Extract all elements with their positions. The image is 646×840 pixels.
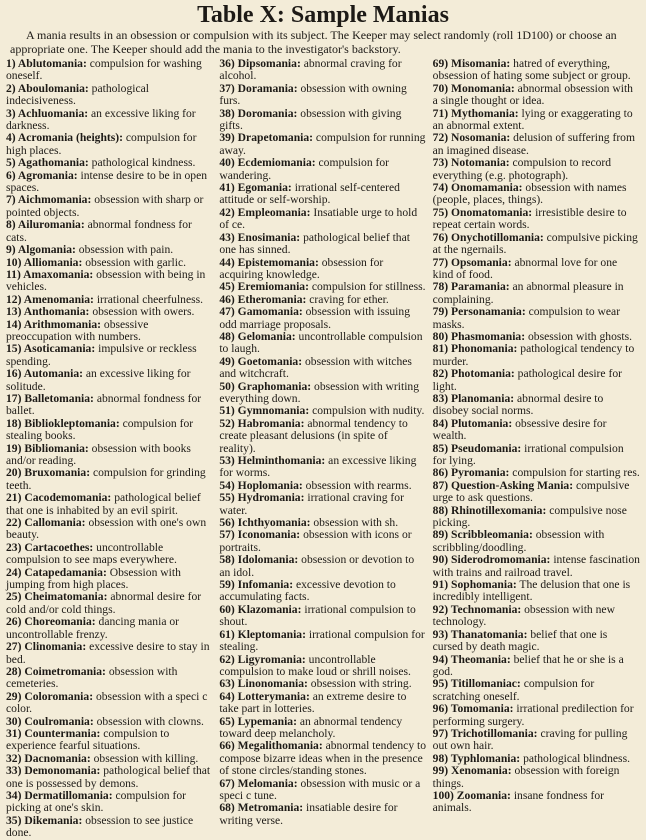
mania-description: obsession with pain. bbox=[75, 243, 174, 257]
mania-entry bbox=[6, 83, 213, 108]
mania-term: 65) Lypemania: bbox=[219, 714, 297, 728]
mania-entry bbox=[433, 765, 640, 790]
mania-entry bbox=[6, 269, 213, 294]
mania-term: 27) Clinomania: bbox=[6, 640, 87, 654]
mania-entry bbox=[219, 654, 426, 679]
mania-term: 60) Klazomania: bbox=[219, 602, 302, 616]
mania-description: an excessive liking for solitude. bbox=[6, 367, 191, 393]
mania-description: compulsive urge to ask questions. bbox=[432, 478, 630, 505]
mania-term: 75) Onomatomania: bbox=[432, 205, 533, 219]
mania-description: compulsion with nudity. bbox=[309, 404, 425, 418]
mania-entry bbox=[6, 790, 213, 815]
mania-term: 5) Agathomania: bbox=[6, 156, 89, 170]
mania-term: 72) Nosomania: bbox=[432, 131, 511, 145]
mania-entry bbox=[433, 728, 640, 753]
mania-term: 33) Demonomania: bbox=[6, 764, 101, 778]
mania-description: Insatiable urge to hold of ce. bbox=[219, 205, 418, 232]
mania-term: 45) Eremiomania: bbox=[219, 280, 309, 294]
mania-description: obsession with killing. bbox=[90, 751, 199, 765]
mania-term: 98) Typhlomania: bbox=[432, 751, 521, 765]
mania-entry bbox=[6, 641, 213, 666]
mania-term: 17) Balletomania: bbox=[6, 391, 94, 405]
mania-description: craving for ether. bbox=[306, 292, 389, 306]
mania-entry bbox=[6, 517, 213, 542]
mania-description: belief that he or she is a god. bbox=[432, 652, 624, 678]
mania-entry bbox=[433, 703, 640, 728]
mania-description: an excessive liking for worms. bbox=[219, 454, 417, 480]
mania-description: compulsion for starting res. bbox=[509, 466, 640, 480]
mania-description: compulsion for scratching oneself. bbox=[432, 677, 595, 703]
mania-term: 34) Dermatillomania: bbox=[6, 788, 113, 802]
mania-term: 58) Idolomania: bbox=[219, 553, 299, 567]
mania-description: delusion of suffering from an imagined disease. bbox=[432, 131, 635, 157]
mania-description: obsession with new technology. bbox=[432, 602, 615, 629]
mania-description: obsessive preoccupation with numbers. bbox=[6, 317, 149, 343]
mania-description: obsession or devotion to an idol. bbox=[219, 553, 415, 579]
mania-term: 70) Monomania: bbox=[432, 81, 515, 95]
mania-entry bbox=[433, 443, 640, 468]
mania-table bbox=[6, 58, 640, 840]
mania-description: irrational craving for water. bbox=[219, 491, 404, 517]
mania-term: 41) Egomania: bbox=[219, 181, 292, 195]
mania-description: obsession with sh. bbox=[310, 516, 399, 530]
mania-description: belief that one is cursed by death magic. bbox=[432, 627, 608, 654]
mania-description: obsessive desire for wealth. bbox=[432, 416, 607, 443]
mania-entry bbox=[219, 740, 426, 777]
mania-term: 86) Pyromania: bbox=[432, 466, 510, 480]
mania-description: irrational compulsion for lying. bbox=[432, 441, 624, 467]
mania-entry bbox=[219, 182, 426, 207]
mania-entry bbox=[219, 381, 426, 406]
mania-entry bbox=[433, 790, 640, 815]
mania-entry bbox=[219, 157, 426, 182]
mania-entry bbox=[433, 343, 640, 368]
mania-description: irrational cheerfulness. bbox=[93, 292, 204, 306]
mania-term: 97) Trichotillomania: bbox=[432, 726, 538, 740]
mania-term: 87) Question-Asking Mania: bbox=[432, 478, 574, 492]
mania-description: impulsive or reckless spending. bbox=[6, 342, 197, 368]
mania-description: irrational self-centered attitude or self-worship. bbox=[219, 181, 400, 207]
mania-term: 57) Iconomania: bbox=[219, 528, 301, 542]
mania-entry bbox=[6, 393, 213, 418]
mania-term: 93) Thanatomania: bbox=[432, 627, 528, 641]
mania-term: 29) Coloromania: bbox=[6, 689, 94, 703]
mania-description: compulsion for picking at one's skin. bbox=[6, 788, 186, 815]
mania-term: 90) Siderodromomania: bbox=[432, 553, 551, 567]
mania-entry bbox=[6, 691, 213, 716]
mania-term: 99) Xenomania: bbox=[432, 764, 512, 778]
mania-entry bbox=[433, 480, 640, 505]
mania-entry bbox=[219, 629, 426, 654]
mania-description: intense fascination with trains and railroad travel. bbox=[432, 553, 640, 579]
mania-term: 71) Mythomania: bbox=[432, 106, 519, 120]
mania-term: 47) Gamomania: bbox=[219, 305, 303, 319]
mania-entry bbox=[219, 257, 426, 282]
mania-term: 81) Phonomania: bbox=[432, 342, 518, 356]
mania-description: obsession with one's own beauty. bbox=[6, 516, 207, 542]
mania-term: 42) Empleomania: bbox=[219, 205, 311, 219]
mania-description: obsession with owers. bbox=[89, 305, 195, 319]
mania-description: compulsion for high places. bbox=[6, 131, 197, 157]
mania-description: abnormal tendency to compose bizarre ideas when in the presence of stone circles/standing stones. bbox=[219, 739, 427, 778]
mania-entry bbox=[219, 58, 426, 83]
mania-term: 44) Epistemomania: bbox=[219, 255, 319, 269]
mania-description: obsession with names (people, places, things). bbox=[432, 181, 627, 207]
mania-term: 35) Dikemania: bbox=[6, 813, 83, 827]
mania-entry bbox=[6, 194, 213, 219]
mania-description: intense desire to be in open spaces. bbox=[6, 168, 208, 195]
mania-description: insatiable desire for writing verse. bbox=[219, 801, 398, 827]
mania-description: obsession with writing everything down. bbox=[219, 379, 420, 405]
mania-entry bbox=[219, 132, 426, 157]
mania-entry bbox=[433, 505, 640, 530]
mania-term: 25) Cheimatomania: bbox=[6, 590, 108, 604]
mania-term: 49) Goetomania: bbox=[219, 354, 303, 368]
mania-term: 30) Coulromania: bbox=[6, 714, 94, 728]
intro-paragraph: A mania results in an obsession or compulsion with its subject. The Keeper may select randomly (roll 1D100) or choose an appropriate one. The Keeper should add the mania to the investigator's backstory. bbox=[10, 28, 617, 56]
mania-description: obsession with icons or portraits. bbox=[219, 528, 412, 554]
mania-term: 66) Megalithomania: bbox=[219, 739, 323, 753]
mania-description: compulsion for grinding teeth. bbox=[6, 466, 206, 492]
mania-term: 63) Linonomania: bbox=[219, 677, 308, 691]
mania-term: 94) Theomania: bbox=[432, 652, 511, 666]
mania-entry bbox=[219, 492, 426, 517]
mania-description: obsession with owning furs. bbox=[219, 81, 407, 108]
mania-entry bbox=[433, 678, 640, 703]
mania-entry bbox=[219, 108, 426, 133]
mania-term: 55) Hydromania: bbox=[219, 491, 305, 505]
mania-term: 1) Ablutomania: bbox=[6, 57, 87, 70]
mania-entry bbox=[433, 368, 640, 393]
mania-description: pathological belief that one has sinned. bbox=[219, 230, 410, 257]
mania-entry bbox=[6, 170, 213, 195]
mania-term: 37) Doramania: bbox=[219, 81, 298, 95]
mania-entry bbox=[6, 418, 213, 443]
mania-term: 24) Catapedamania: bbox=[6, 565, 107, 579]
mania-term: 74) Onomamania: bbox=[432, 181, 523, 195]
mania-description: obsession with a speci c color. bbox=[6, 689, 208, 716]
mania-entry bbox=[6, 343, 213, 368]
mania-description: obsession to see justice done. bbox=[6, 813, 194, 840]
mania-term: 39) Drapetomania: bbox=[219, 131, 314, 145]
mania-entry bbox=[6, 58, 213, 83]
mania-entry bbox=[6, 443, 213, 468]
mania-term: 68) Metromania: bbox=[219, 801, 304, 815]
mania-term: 52) Habromania: bbox=[219, 416, 305, 430]
mania-column-2 bbox=[219, 58, 426, 840]
mania-term: 82) Photomania: bbox=[432, 367, 515, 381]
mania-term: 21) Cacodemomania: bbox=[6, 491, 112, 505]
mania-term: 26) Choreomania: bbox=[6, 615, 96, 629]
mania-description: uncontrollable compulsion to see maps everywhere. bbox=[6, 540, 177, 567]
mania-term: 62) Ligyromania: bbox=[219, 652, 306, 666]
mania-description: irrational compulsion to shout. bbox=[219, 602, 416, 629]
mania-entry bbox=[6, 492, 213, 517]
mania-entry bbox=[433, 182, 640, 207]
mania-term: 100) Zoomania: bbox=[432, 788, 511, 802]
mania-term: 11) Amaxomania: bbox=[6, 267, 94, 281]
mania-term: 6) Agromania: bbox=[6, 168, 78, 182]
mania-entry bbox=[219, 716, 426, 741]
mania-term: 95) Titillomaniac: bbox=[432, 677, 521, 691]
mania-description: obsession with rearms. bbox=[302, 478, 412, 492]
mania-term: 38) Doromania: bbox=[219, 106, 298, 120]
mania-term: 4) Acromania (heights): bbox=[6, 131, 124, 145]
mania-entry bbox=[433, 579, 640, 604]
mania-entry bbox=[6, 616, 213, 641]
mania-description: uncontrollable compulsion to laugh. bbox=[219, 329, 423, 356]
mania-description: abnormal craving for alcohol. bbox=[219, 57, 402, 83]
mania-entry bbox=[6, 108, 213, 133]
mania-description: uncontrollable compulsion to make loud or shrill noises. bbox=[219, 652, 411, 678]
mania-description: The delusion that one is incredibly intelligent. bbox=[432, 578, 631, 604]
mania-term: 48) Gelomania: bbox=[219, 329, 296, 343]
mania-term: 31) Countermania: bbox=[6, 726, 101, 740]
mania-term: 46) Etheromania: bbox=[219, 292, 307, 306]
mania-description: obsession with music or a speci c tune. bbox=[219, 776, 421, 802]
mania-term: 61) Kleptomania: bbox=[219, 627, 306, 641]
mania-entry bbox=[6, 591, 213, 616]
mania-description: compulsion for stillness. bbox=[308, 280, 426, 294]
mania-entry bbox=[6, 765, 213, 790]
mania-entry bbox=[6, 567, 213, 592]
mania-term: 18) Bibliokleptomania: bbox=[6, 416, 120, 430]
mania-term: 22) Callomania: bbox=[6, 516, 86, 530]
mania-description: compulsion for washing oneself. bbox=[6, 57, 202, 83]
mania-term: 32) Dacnomania: bbox=[6, 751, 91, 765]
mania-description: abnormal fondness for cats. bbox=[6, 218, 192, 244]
mania-term: 16) Automania: bbox=[6, 367, 83, 381]
mania-description: irrational compulsion for stealing. bbox=[219, 627, 425, 654]
mania-entry bbox=[433, 108, 640, 133]
mania-description: pathological tendency to murder. bbox=[432, 342, 635, 368]
mania-description: obsession with witches and witchcraft. bbox=[219, 354, 412, 381]
mania-entry bbox=[433, 232, 640, 257]
mania-term: 3) Achluomania: bbox=[6, 106, 89, 120]
mania-entry bbox=[219, 554, 426, 579]
mania-description: pathological indecisiveness. bbox=[6, 81, 149, 108]
mania-description: obsession with clowns. bbox=[93, 714, 204, 728]
mania-description: obsession with issuing odd marriage proposals. bbox=[219, 305, 410, 331]
mania-term: 84) Plutomania: bbox=[432, 416, 513, 430]
mania-description: excessive desire to stay in bed. bbox=[6, 640, 210, 666]
mania-description: obsession with garlic. bbox=[82, 255, 187, 269]
mania-description: irrational predilection for performing surgery. bbox=[432, 702, 634, 728]
mania-description: pathological belief that one is possessed by demons. bbox=[6, 764, 211, 790]
mania-entry bbox=[219, 455, 426, 480]
mania-description: compulsion for wandering. bbox=[219, 156, 390, 182]
mania-term: 12) Amenomania: bbox=[6, 292, 94, 306]
mania-term: 83) Planomania: bbox=[432, 391, 515, 405]
mania-description: an abnormal tendency toward deep melancholy. bbox=[219, 714, 403, 740]
mania-entry bbox=[433, 306, 640, 331]
mania-term: 80) Phasmomania: bbox=[432, 329, 526, 343]
mania-description: an excessive liking for darkness. bbox=[6, 106, 196, 133]
mania-description: irresistible desire to repeat certain words. bbox=[432, 205, 627, 232]
mania-description: obsession with foreign things. bbox=[432, 764, 620, 790]
mania-description: obsession with sharp or pointed objects. bbox=[6, 193, 204, 219]
mania-description: hatred of everything, obsession of hating some subject or group. bbox=[432, 57, 631, 83]
mania-entry bbox=[219, 691, 426, 716]
mania-term: 13) Anthomania: bbox=[6, 305, 90, 319]
mania-entry bbox=[433, 629, 640, 654]
mania-term: 67) Melomania: bbox=[219, 776, 298, 790]
mania-description: Obsession with jumping from high places. bbox=[6, 565, 181, 592]
mania-entry bbox=[6, 815, 213, 840]
mania-description: pathological belief that one is inhabited by an evil spirit. bbox=[6, 491, 201, 517]
mania-entry bbox=[219, 579, 426, 604]
mania-term: 40) Ecdemiomania: bbox=[219, 156, 316, 170]
mania-description: compulsive nose picking. bbox=[432, 503, 627, 530]
mania-term: 89) Scribbleomania: bbox=[432, 528, 533, 542]
mania-entry bbox=[6, 467, 213, 492]
mania-entry bbox=[433, 529, 640, 554]
mania-description: obsession with string. bbox=[307, 677, 412, 691]
mania-description: obsession with scribbling/doodling. bbox=[432, 528, 605, 554]
mania-term: 73) Notomania: bbox=[432, 156, 510, 170]
mania-entry bbox=[433, 654, 640, 679]
mania-entry bbox=[219, 207, 426, 232]
mania-description: pathological blindness. bbox=[520, 751, 630, 765]
mania-term: 79) Personamania: bbox=[432, 305, 526, 319]
mania-description: obsession with cemeteries. bbox=[6, 664, 178, 691]
mania-description: dancing mania or uncontrollable frenzy. bbox=[6, 615, 180, 641]
mania-description: an abnormal pleasure in complaining. bbox=[432, 280, 624, 306]
mania-term: 76) Onychotillomania: bbox=[432, 230, 544, 244]
mania-term: 20) Bruxomania: bbox=[6, 466, 91, 480]
mania-term: 50) Graphomania: bbox=[219, 379, 312, 393]
mania-description: lying or exaggerating to an abnormal extent. bbox=[432, 106, 633, 133]
mania-column-1 bbox=[6, 58, 213, 840]
mania-term: 77) Opsomania: bbox=[432, 255, 512, 269]
mania-entry bbox=[219, 529, 426, 554]
mania-entry bbox=[219, 83, 426, 108]
mania-description: pathological desire for light. bbox=[432, 367, 622, 393]
mania-term: 85) Pseudomania: bbox=[432, 441, 522, 455]
mania-description: an extreme desire to take part in lotteries. bbox=[219, 689, 407, 716]
mania-term: 91) Sophomania: bbox=[432, 578, 517, 592]
mania-description: obsession for acquiring knowledge. bbox=[219, 255, 384, 281]
mania-term: 28) Coimetromania: bbox=[6, 664, 106, 678]
mania-description: abnormal obsession with a single thought or idea. bbox=[432, 81, 633, 108]
mania-entry bbox=[433, 257, 640, 282]
mania-entry bbox=[433, 604, 640, 629]
mania-description: abnormal love for one kind of food. bbox=[432, 255, 618, 281]
mania-column-3 bbox=[433, 58, 640, 840]
mania-term: 88) Rhinotillexomania: bbox=[432, 503, 547, 517]
mania-description: abnormal tendency to create pleasant delusions (in spite of reality). bbox=[219, 416, 408, 455]
mania-term: 7) Aichmomania: bbox=[6, 193, 92, 207]
mania-term: 54) Hoplomania: bbox=[219, 478, 303, 492]
mania-entry bbox=[433, 281, 640, 306]
mania-term: 51) Gymnomania: bbox=[219, 404, 310, 418]
mania-description: compulsion to wear masks. bbox=[432, 305, 621, 331]
mania-description: pathological kindness. bbox=[88, 156, 196, 170]
page-title: Table X: Sample Manias bbox=[197, 2, 449, 28]
mania-description: craving for pulling out own hair. bbox=[432, 726, 628, 753]
mania-description: compulsion for stealing books. bbox=[6, 416, 194, 443]
mania-description: insane fondness for animals. bbox=[432, 788, 604, 815]
mania-entry bbox=[6, 666, 213, 691]
mania-description: abnormal desire to disobey social norms. bbox=[432, 391, 604, 418]
mania-description: compulsion to record everything (e.g. photograph). bbox=[432, 156, 612, 182]
mania-description: compulsion for running away. bbox=[219, 131, 426, 157]
mania-term: 23) Cartacoethes: bbox=[6, 540, 94, 554]
mania-entry bbox=[6, 368, 213, 393]
mania-term: 8) Ailuromania: bbox=[6, 218, 85, 232]
mania-description: compulsion to experience fearful situations. bbox=[6, 726, 170, 753]
mania-entry bbox=[433, 132, 640, 157]
mania-entry bbox=[433, 418, 640, 443]
mania-term: 78) Paramania: bbox=[432, 280, 510, 294]
mania-entry bbox=[6, 728, 213, 753]
mania-entry bbox=[219, 331, 426, 356]
mania-term: 64) Lotterymania: bbox=[219, 689, 310, 703]
mania-term: 53) Helminthomania: bbox=[219, 454, 326, 467]
mania-description: compulsive picking at the ngernails. bbox=[432, 230, 638, 257]
mania-term: 19) Bibliomania: bbox=[6, 441, 89, 455]
mania-entry bbox=[219, 232, 426, 257]
mania-entry bbox=[6, 542, 213, 567]
mania-entry bbox=[6, 319, 213, 344]
mania-entry bbox=[433, 393, 640, 418]
mania-term: 56) Ichthyomania: bbox=[219, 516, 311, 530]
mania-description: abnormal desire for cold and/or cold things. bbox=[6, 590, 202, 616]
mania-description: abnormal fondness for ballet. bbox=[6, 391, 202, 418]
mania-description: obsession with books and/or reading. bbox=[6, 441, 191, 467]
mania-entry bbox=[433, 207, 640, 232]
mania-entry bbox=[219, 778, 426, 803]
mania-term: 36) Dipsomania: bbox=[219, 57, 301, 70]
mania-term: 10) Alliomania: bbox=[6, 255, 83, 269]
mania-term: 92) Technomania: bbox=[432, 602, 522, 616]
mania-term: 69) Misomania: bbox=[432, 57, 511, 70]
mania-term: 15) Asoticamania: bbox=[6, 342, 96, 356]
mania-term: 2) Aboulomania: bbox=[6, 81, 89, 95]
mania-term: 14) Arithmomania: bbox=[6, 317, 101, 331]
mania-entry bbox=[219, 418, 426, 455]
mania-entry bbox=[219, 306, 426, 331]
mania-term: 96) Tomomania: bbox=[432, 702, 514, 716]
mania-description: obsession with giving gifts. bbox=[219, 106, 402, 133]
mania-description: excessive devotion to accumulating facts. bbox=[219, 578, 396, 604]
mania-term: 43) Enosimania: bbox=[219, 230, 301, 244]
mania-entry bbox=[433, 83, 640, 108]
mania-entry bbox=[219, 356, 426, 381]
mania-entry bbox=[433, 157, 640, 182]
mania-entry bbox=[433, 58, 640, 83]
mania-term: 59) Infomania: bbox=[219, 578, 294, 592]
mania-entry bbox=[219, 802, 426, 827]
mania-entry bbox=[219, 604, 426, 629]
mania-entry bbox=[6, 132, 213, 157]
mania-entry bbox=[6, 219, 213, 244]
mania-description: obsession with ghosts. bbox=[525, 329, 633, 343]
mania-description: obsession with being in vehicles. bbox=[6, 267, 206, 294]
mania-entry bbox=[433, 554, 640, 579]
mania-term: 9) Algomania: bbox=[6, 243, 76, 257]
